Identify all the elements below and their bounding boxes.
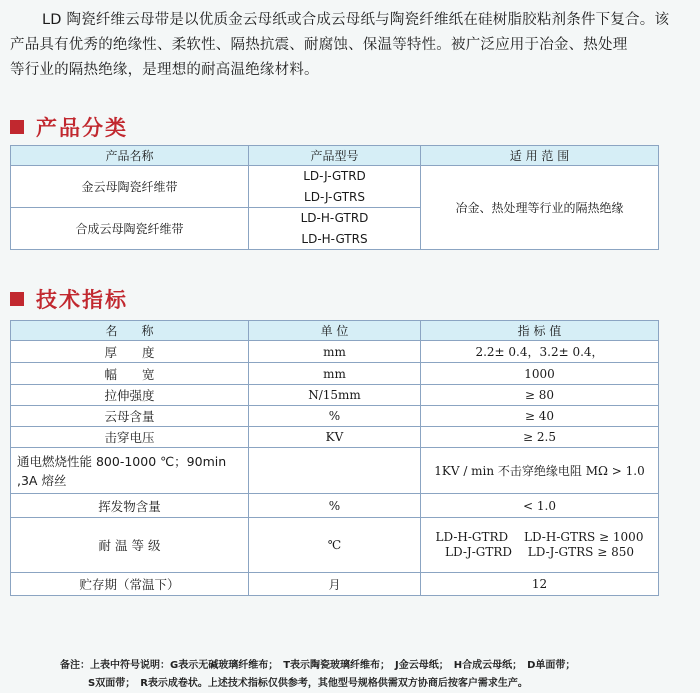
spec-value-line: LD-J-GTRD LD-J-GTRS ≥ 850	[445, 545, 634, 559]
spec-name-cell: 通电燃烧性能 800-1000 ℃；90min ,3A 熔丝	[11, 448, 249, 494]
product-classification-table	[10, 145, 659, 250]
section-heading-technical-specs	[10, 284, 128, 314]
spec-value-cell: 1KV / min 不击穿绝缘电阻 MΩ > 1.0	[421, 448, 659, 494]
product-model-cell: LD-H-GTRS	[249, 229, 421, 250]
table-row	[11, 448, 659, 494]
table-row	[11, 341, 659, 363]
spec-name-cell: 拉伸强度	[11, 385, 249, 406]
table-row	[11, 385, 659, 406]
spec-value-cell: < 1.0	[421, 494, 659, 518]
spec-unit-cell: %	[249, 494, 421, 518]
spec-value-cell: ≥ 40	[421, 406, 659, 427]
section-heading-product-classification	[10, 112, 128, 142]
intro-line-2: 产品具有优秀的绝缘性、柔软性、隔热抗震、耐腐蚀、保温等特性。被广泛应用于冶金、热处理	[10, 37, 628, 53]
spec-unit-cell: mm	[249, 363, 421, 385]
header-name: 名 称	[11, 321, 249, 341]
spec-unit-cell: 月	[249, 573, 421, 596]
header-value: 指 标 值	[421, 321, 659, 341]
spec-name-cell: 云母含量	[11, 406, 249, 427]
footnote-line-2: S双面带； R表示成卷状。上述技术指标仅供参考，其他型号规格供需双方协商后按客户需求生产。	[88, 678, 528, 689]
table-row	[11, 427, 659, 448]
intro-paragraph	[10, 8, 694, 83]
spec-name-cell: 厚 度	[11, 341, 249, 363]
footnote-line-1: 备注：上表中符号说明：G表示无碱玻璃纤维布； T表示陶瓷玻璃纤维布； J金云母纸； H合成云母纸； D单面带；	[60, 660, 576, 671]
product-model-cell: LD-H-GTRD	[249, 208, 421, 229]
header-product-name: 产品名称	[11, 146, 249, 166]
table-row	[11, 166, 659, 187]
technical-specs-table	[10, 320, 659, 596]
product-name-cell: 合成云母陶瓷纤维带	[11, 208, 249, 250]
spec-name-cell: 耐 温 等 级	[11, 518, 249, 573]
product-model-cell: LD-J-GTRD	[249, 166, 421, 187]
footnote	[60, 657, 690, 693]
spec-name-cell: 击穿电压	[11, 427, 249, 448]
table-row	[11, 494, 659, 518]
spec-name-cell: 幅 宽	[11, 363, 249, 385]
spec-value-cell: ≥ 80	[421, 385, 659, 406]
product-name-cell: 金云母陶瓷纤维带	[11, 166, 249, 208]
spec-value-cell: 2.2± 0.4，3.2± 0.4，	[421, 341, 659, 363]
section-marker-icon	[10, 120, 24, 134]
spec-unit-cell: N/15mm	[249, 385, 421, 406]
table-row	[11, 406, 659, 427]
spec-unit-cell: KV	[249, 427, 421, 448]
section-title: 技术指标	[36, 288, 128, 312]
spec-value-cell: 1000	[421, 363, 659, 385]
spec-value-cell	[421, 518, 659, 573]
spec-unit-cell: %	[249, 406, 421, 427]
section-title: 产品分类	[36, 116, 128, 140]
spec-unit-cell: mm	[249, 341, 421, 363]
intro-line-1: LD 陶瓷纤维云母带是以优质金云母纸或合成云母纸与陶瓷纤维纸在硅树脂胶粘剂条件下复合。该	[42, 12, 670, 28]
spec-value-line: LD-H-GTRD LD-H-GTRS ≥ 1000	[435, 530, 644, 544]
header-product-model: 产品型号	[249, 146, 421, 166]
spec-value-cell: ≥ 2.5	[421, 427, 659, 448]
spec-unit-cell: ℃	[249, 518, 421, 573]
table-header-row	[11, 146, 659, 166]
header-unit: 单 位	[249, 321, 421, 341]
spec-name-cell: 挥发物含量	[11, 494, 249, 518]
header-application-scope: 适 用 范 围	[421, 146, 659, 166]
intro-line-3: 等行业的隔热绝缘，是理想的耐高温绝缘材料。	[10, 62, 319, 78]
table-header-row	[11, 321, 659, 341]
table-row	[11, 363, 659, 385]
product-model-cell: LD-J-GTRS	[249, 187, 421, 208]
spec-name-cell: 贮存期（常温下）	[11, 573, 249, 596]
section-marker-icon	[10, 292, 24, 306]
spec-unit-cell	[249, 448, 421, 494]
application-scope-cell: 冶金、热处理等行业的隔热绝缘	[421, 166, 659, 250]
table-row	[11, 573, 659, 596]
table-row	[11, 518, 659, 573]
spec-value-cell: 12	[421, 573, 659, 596]
